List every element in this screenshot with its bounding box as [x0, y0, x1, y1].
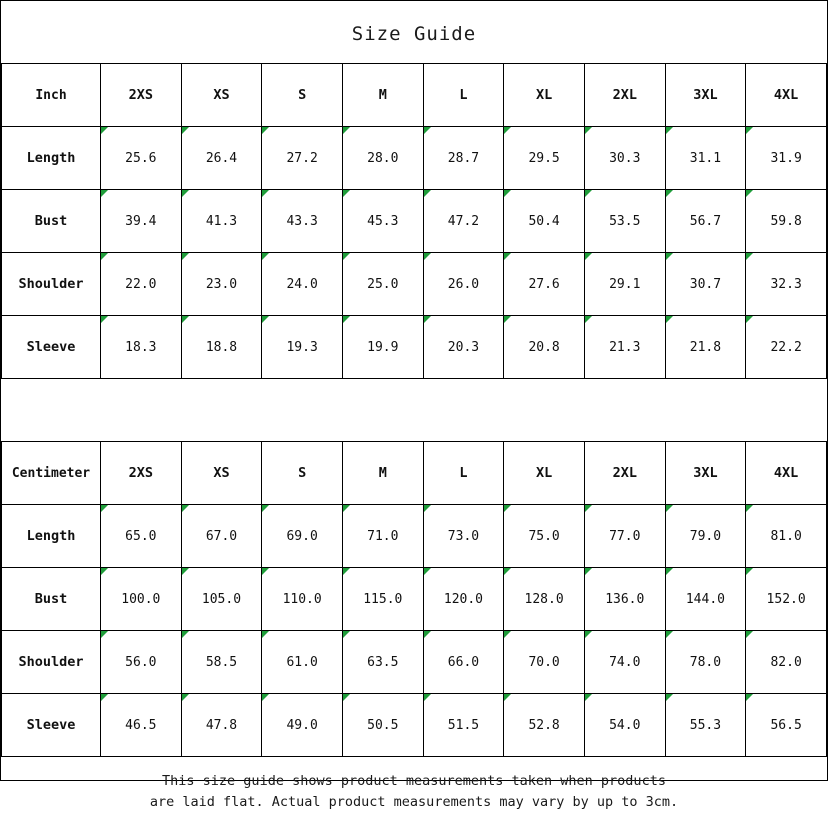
cell-shoulder-3xl: 30.7 — [665, 253, 746, 316]
table-row — [2, 631, 827, 694]
row-head-bust: Bust — [2, 190, 101, 253]
row-head-shoulder: Shoulder — [2, 253, 101, 316]
cell-sleeve-s: 19.3 — [262, 316, 343, 379]
cell-sleeve-xs: 18.8 — [181, 316, 262, 379]
col-head-2xl: 2XL — [584, 64, 665, 127]
cell-shoulder-l: 26.0 — [423, 253, 504, 316]
table-gap — [1, 379, 827, 441]
table-header-row — [2, 64, 827, 127]
cell-bust-xs: 105.0 — [181, 568, 262, 631]
cell-shoulder-3xl: 78.0 — [665, 631, 746, 694]
row-head-length: Length — [2, 505, 101, 568]
col-head-4xl: 4XL — [746, 64, 827, 127]
cell-bust-3xl: 144.0 — [665, 568, 746, 631]
size-guide-note — [1, 757, 827, 813]
cell-shoulder-2xl: 74.0 — [584, 631, 665, 694]
row-head-shoulder: Shoulder — [2, 631, 101, 694]
col-head-2xl: 2XL — [584, 442, 665, 505]
cell-sleeve-3xl: 21.8 — [665, 316, 746, 379]
cell-bust-4xl: 59.8 — [746, 190, 827, 253]
cell-bust-s: 43.3 — [262, 190, 343, 253]
cell-length-2xs: 65.0 — [101, 505, 182, 568]
cell-shoulder-l: 66.0 — [423, 631, 504, 694]
cell-sleeve-l: 20.3 — [423, 316, 504, 379]
cell-length-3xl: 79.0 — [665, 505, 746, 568]
cell-bust-2xl: 53.5 — [584, 190, 665, 253]
col-head-s: S — [262, 442, 343, 505]
note-line-2: are laid flat. Actual product measurements may vary by up to 3cm. — [149, 794, 679, 810]
cell-sleeve-2xs: 46.5 — [101, 694, 182, 757]
cell-length-xl: 75.0 — [504, 505, 585, 568]
cell-bust-3xl: 56.7 — [665, 190, 746, 253]
cell-sleeve-xl: 52.8 — [504, 694, 585, 757]
col-head-l: L — [423, 442, 504, 505]
cell-length-4xl: 81.0 — [746, 505, 827, 568]
page-title: Size Guide — [351, 23, 477, 45]
table-row — [2, 316, 827, 379]
cell-bust-xl: 50.4 — [504, 190, 585, 253]
cell-sleeve-m: 50.5 — [342, 694, 423, 757]
cell-bust-2xs: 100.0 — [101, 568, 182, 631]
col-head-l: L — [423, 64, 504, 127]
cell-shoulder-4xl: 32.3 — [746, 253, 827, 316]
cell-sleeve-4xl: 56.5 — [746, 694, 827, 757]
table-row — [2, 253, 827, 316]
size-table-centimeter — [1, 441, 827, 757]
row-head-bust: Bust — [2, 568, 101, 631]
cell-bust-xs: 41.3 — [181, 190, 262, 253]
cell-shoulder-xl: 70.0 — [504, 631, 585, 694]
cell-sleeve-2xl: 54.0 — [584, 694, 665, 757]
cell-bust-2xs: 39.4 — [101, 190, 182, 253]
cell-length-3xl: 31.1 — [665, 127, 746, 190]
cell-sleeve-4xl: 22.2 — [746, 316, 827, 379]
cell-sleeve-3xl: 55.3 — [665, 694, 746, 757]
table-row — [2, 127, 827, 190]
cell-bust-m: 45.3 — [342, 190, 423, 253]
cell-length-s: 69.0 — [262, 505, 343, 568]
size-table-inch — [1, 63, 827, 379]
cell-length-xs: 26.4 — [181, 127, 262, 190]
cell-length-2xs: 25.6 — [101, 127, 182, 190]
cell-bust-l: 47.2 — [423, 190, 504, 253]
col-head-4xl: 4XL — [746, 442, 827, 505]
cell-length-xs: 67.0 — [181, 505, 262, 568]
col-head-s: S — [262, 64, 343, 127]
cell-bust-2xl: 136.0 — [584, 568, 665, 631]
col-head-2xs: 2XS — [101, 64, 182, 127]
cell-shoulder-4xl: 82.0 — [746, 631, 827, 694]
col-head-xl: XL — [504, 64, 585, 127]
cell-shoulder-2xs: 56.0 — [101, 631, 182, 694]
cell-sleeve-s: 49.0 — [262, 694, 343, 757]
cell-sleeve-m: 19.9 — [342, 316, 423, 379]
cell-sleeve-2xs: 18.3 — [101, 316, 182, 379]
cell-length-xl: 29.5 — [504, 127, 585, 190]
cell-shoulder-s: 61.0 — [262, 631, 343, 694]
cell-shoulder-2xs: 22.0 — [101, 253, 182, 316]
cell-bust-4xl: 152.0 — [746, 568, 827, 631]
cell-shoulder-xl: 27.6 — [504, 253, 585, 316]
row-head-length: Length — [2, 127, 101, 190]
table-row — [2, 505, 827, 568]
table-row — [2, 190, 827, 253]
col-head-m: M — [342, 64, 423, 127]
cell-length-l: 73.0 — [423, 505, 504, 568]
col-head-xl: XL — [504, 442, 585, 505]
col-head-m: M — [342, 442, 423, 505]
note-line-1: This size guide shows product measurements taken when products — [162, 773, 666, 789]
cell-shoulder-xs: 23.0 — [181, 253, 262, 316]
cell-bust-m: 115.0 — [342, 568, 423, 631]
col-head-xs: XS — [181, 442, 262, 505]
cell-sleeve-l: 51.5 — [423, 694, 504, 757]
table-header-row — [2, 442, 827, 505]
cell-bust-xl: 128.0 — [504, 568, 585, 631]
cell-bust-s: 110.0 — [262, 568, 343, 631]
row-head-sleeve: Sleeve — [2, 316, 101, 379]
cell-length-s: 27.2 — [262, 127, 343, 190]
table-row — [2, 694, 827, 757]
cell-bust-l: 120.0 — [423, 568, 504, 631]
cell-length-m: 71.0 — [342, 505, 423, 568]
col-head-2xs: 2XS — [101, 442, 182, 505]
cell-length-2xl: 77.0 — [584, 505, 665, 568]
table-row — [2, 568, 827, 631]
cell-length-2xl: 30.3 — [584, 127, 665, 190]
cell-sleeve-2xl: 21.3 — [584, 316, 665, 379]
row-head-sleeve: Sleeve — [2, 694, 101, 757]
col-head-3xl: 3XL — [665, 64, 746, 127]
col-head-3xl: 3XL — [665, 442, 746, 505]
cell-sleeve-xs: 47.8 — [181, 694, 262, 757]
col-head-xs: XS — [181, 64, 262, 127]
cell-shoulder-2xl: 29.1 — [584, 253, 665, 316]
cell-length-l: 28.7 — [423, 127, 504, 190]
cell-shoulder-xs: 58.5 — [181, 631, 262, 694]
cell-shoulder-s: 24.0 — [262, 253, 343, 316]
cell-sleeve-xl: 20.8 — [504, 316, 585, 379]
unit-label-inch: Inch — [2, 64, 101, 127]
cell-shoulder-m: 63.5 — [342, 631, 423, 694]
cell-shoulder-m: 25.0 — [342, 253, 423, 316]
cell-length-4xl: 31.9 — [746, 127, 827, 190]
cell-length-m: 28.0 — [342, 127, 423, 190]
unit-label-centimeter: Centimeter — [2, 442, 101, 505]
